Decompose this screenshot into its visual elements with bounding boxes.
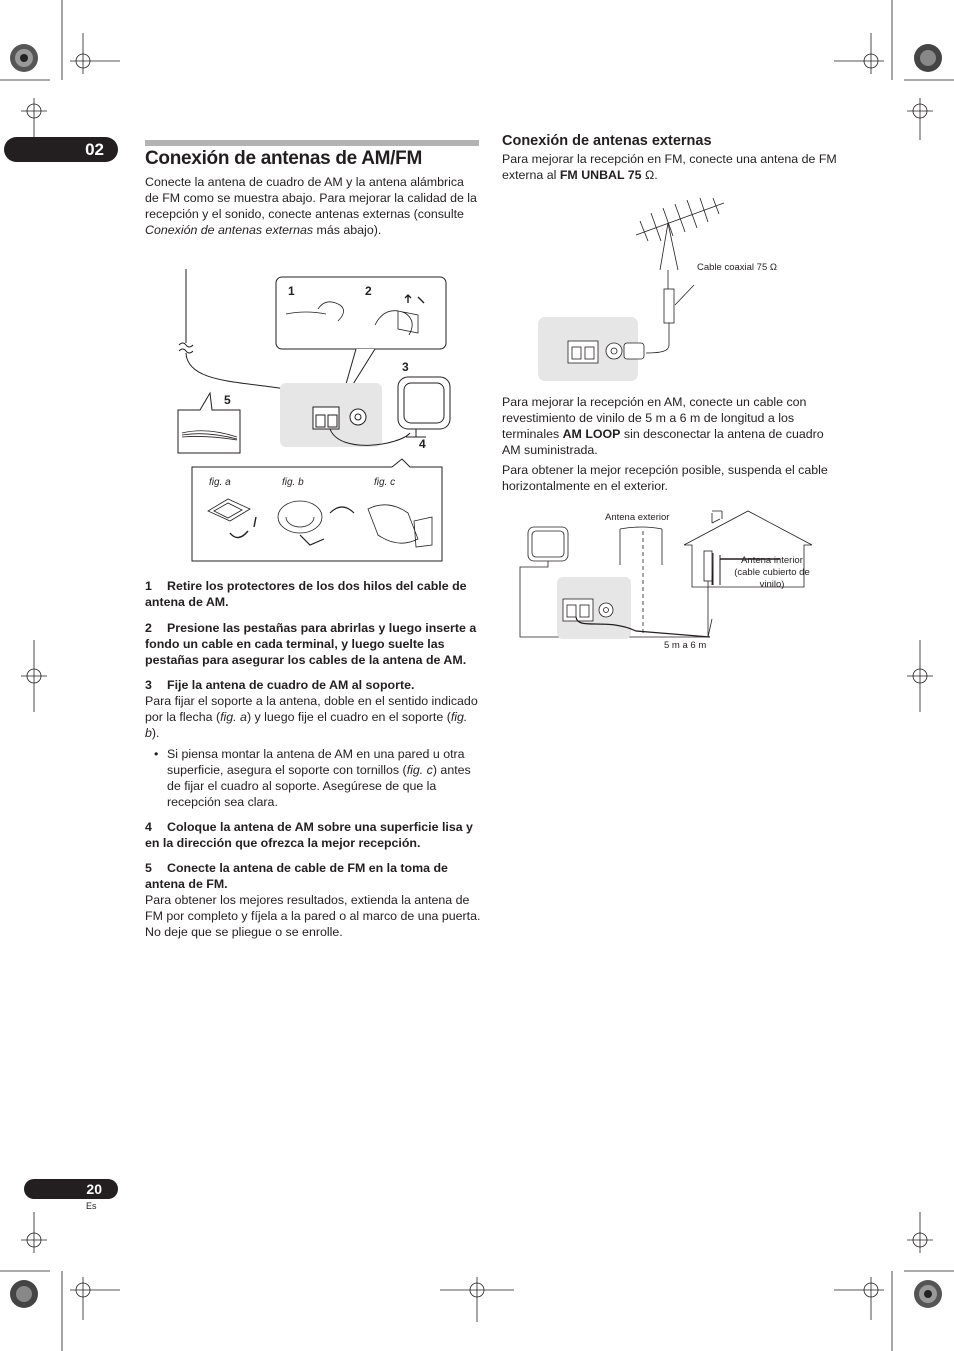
fm-external-antenna-figure [536,195,826,385]
step-number: 5 [145,861,152,875]
step-text: Conecte la antena de cable de FM en la toma de antena de FM. [145,861,448,891]
page-number-tab [24,1179,118,1199]
step-number: 3 [145,678,152,692]
figure-label-3: 3 [402,360,409,374]
external-antennas-title: Conexión de antenas externas [502,133,712,149]
am-paragraph [502,394,842,458]
fm-paragraph [502,151,842,183]
fm-unbal-label: FM UNBAL 75 [559,168,642,182]
intro-paragraph [145,174,481,238]
step-3-body [145,693,479,741]
step-number: 2 [145,621,152,635]
step-3-bullet [154,746,475,810]
step-number: 4 [145,820,152,834]
bullet-text: ) antes de fijar el cuadro al soporte. Asegúrese de que la recepción sea clara. [167,763,471,809]
fig-ref: fig. a [220,710,247,724]
step-3 [145,677,481,693]
section-rule [145,140,479,146]
step-2 [145,620,481,668]
fig-c-label: fig. c [374,477,396,488]
best-reception-paragraph: Para obtener la mejor recepción posible, suspenda el cable horizontalmente en el exterior. [502,463,828,493]
coaxial-cable-label: Cable coaxial 75 Ω [697,262,777,273]
intro-italic-ref: Conexión de antenas externas [145,223,314,237]
figure-label-4: 4 [419,437,426,451]
intro-text-end: más abajo). [313,223,382,237]
page-number: 20 [86,1181,102,1197]
step-text: Fije la antena de cuadro de AM al soporte. [167,678,415,692]
am-fm-antenna-figure [170,265,460,570]
figure-label-1: 1 [288,284,295,298]
am-loop-label: AM LOOP [562,427,621,441]
body-text: ). [151,726,160,740]
bullet-text: Si piensa montar la antena de AM en una pared u otra superficie, asegura el soporte con tornillos ( [167,747,465,777]
body-text: . [654,168,658,182]
chapter-number: 02 [85,140,104,159]
body-text: Para mejorar la recepción en AM, conecte un cable con revestimiento de vinilo de 5 m a 6 m de longitud a los terminales [502,395,807,441]
fig-ref: fig. b [145,710,468,740]
indoor-antenna-label-line1: Antena interior [741,555,803,566]
step-5 [145,860,481,892]
fig-a-label: fig. a [209,477,231,488]
figure-label-2: 2 [365,284,372,298]
body-text: sin desconectar la antena de cuadro AM suministrada. [502,427,824,457]
step-1 [145,578,481,610]
chapter-tab [4,137,118,162]
am-external-antenna-figure [516,507,826,657]
outdoor-antenna-label: Antena exterior [605,512,670,523]
indoor-antenna-label-line3: vinilo) [759,579,785,590]
language-code: Es [86,1201,97,1211]
bullet-dot: • [154,747,159,761]
body-text: Para fijar el soporte a la antena, doble en el sentido indicado por la flecha ( [145,694,478,724]
fig-ref: fig. c [406,763,433,777]
figure-label-5: 5 [224,393,231,407]
body-text: Para mejorar la recepción en FM, conecte una antena de FM externa al [502,152,837,182]
fig-b-label: fig. b [282,477,304,488]
step-text: Coloque la antena de AM sobre una superficie lisa y en la dirección que ofrezca la mejor recepción. [145,820,473,850]
indoor-antenna-label-line2: (cable cubierto de [734,567,810,578]
ohm-symbol: Ω [641,168,655,182]
step-4 [145,819,481,851]
intro-text: Conecte la antena de cuadro de AM y la antena alámbrica de FM como se muestra abajo. Para mejorar la calidad de la recepción y el sonido, conecte antenas externas (consulte [145,175,477,221]
section-title: Conexión de antenas de AM/FM [145,148,422,169]
cable-length-label: 5 m a 6 m [664,640,707,651]
step-text: Retire los protectores de los dos hilos del cable de antena de AM. [145,579,467,609]
step-number: 1 [145,579,152,593]
step-5-body: Para obtener los mejores resultados, extienda la antena de FM por completo y fíjela a la pared o al marco de una puerta. No deje que se pliegue o se enrolle. [145,893,481,939]
step-text: Presione las pestañas para abrirlas y luego inserte a fondo un cable en cada terminal, y luego suelte las pestañas para asegurar los cables de la antena de AM. [145,621,477,667]
body-text: ) y luego fije el cuadro en el soporte ( [246,710,451,724]
